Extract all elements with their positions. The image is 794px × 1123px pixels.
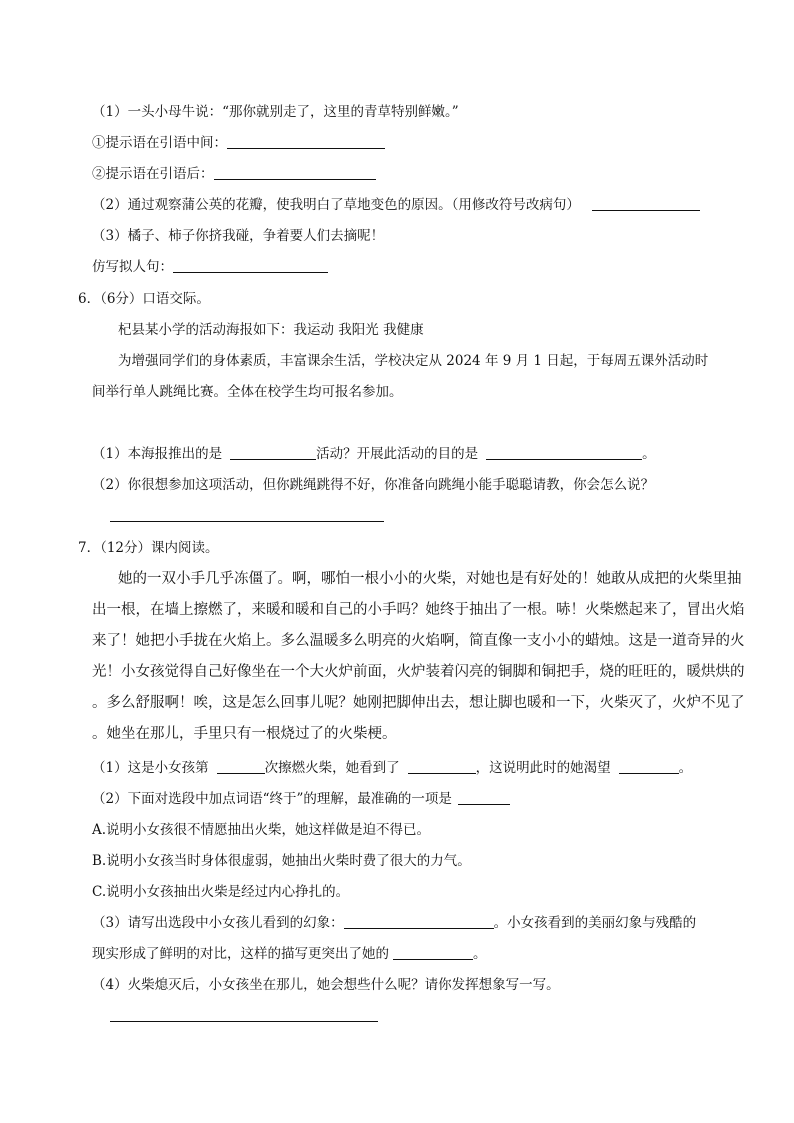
answer-blank[interactable] [458, 790, 510, 805]
q6-q1-text-c: 。 [642, 446, 656, 462]
q6-heading: 6．（6分）口语交际。 [78, 291, 210, 307]
answer-blank[interactable] [214, 165, 376, 180]
q7-q3-text-c: 现实形成了鲜明的对比，这样的描写更突出了她的 [92, 946, 389, 962]
q7-q1-text-c: ，这说明此时的她渴望 [475, 760, 611, 776]
q5-sentence-1-prompt-a [92, 133, 385, 153]
passage-line: 来了！她把小手拢在火焰上。多么温暖多么明亮的火焰啊，简直像一支小小的蜡烛。这是一道奇异的火 [92, 633, 745, 649]
q6-question-1 [92, 444, 656, 464]
q5-sentence-1-prompt-b [92, 164, 376, 184]
answer-blank[interactable] [230, 445, 316, 460]
answer-blank[interactable] [344, 914, 494, 929]
q5-imitate-label: 仿写拟人句： [92, 259, 173, 275]
q7-option-c: C.说明小女孩抽出火柴是经过内心挣扎的。 [92, 884, 350, 900]
q7-q3-text-b: 。小女孩看到的美丽幻象与残酷的 [493, 915, 697, 931]
q7-q1-text-b: 次擦燃火柴，她看到了 [264, 760, 400, 776]
q7-option-a: A.说明小女孩很不情愿抽出火柴，她这样做是迫不得已。 [92, 822, 431, 838]
q5-sentence-3-imitate [92, 257, 328, 277]
q6-answer-line [110, 506, 384, 526]
q7-q1-text-d: 。 [678, 760, 693, 776]
q5-prompt-a-label: ①提示语在引语中间： [92, 135, 227, 151]
q7-question-3-cont [92, 944, 487, 964]
passage-line: 。她坐在那儿，手里只有一根烧过了的火柴梗。 [92, 726, 397, 742]
passage-line: 光！小女孩觉得自己好像坐在一个大火炉前面，火炉装着闪亮的铜脚和铜把手，烧的旺旺的，暖烘烘的 [92, 664, 745, 680]
answer-blank[interactable] [486, 445, 642, 460]
passage-line: 出一根，在墙上擦燃了，来暖和暖和自己的小手吗？她终于抽出了一根。哧！火柴燃起来了，冒出火焰 [92, 602, 745, 618]
q7-answer-line [110, 1006, 378, 1026]
answer-blank[interactable] [592, 196, 700, 211]
passage-line: 。多么舒服啊！唉，这是怎么回事儿呢？她刚把脚伸出去，想让脚也暖和一下，火柴灭了，火炉不见了 [92, 695, 745, 711]
answer-blank[interactable] [227, 134, 385, 149]
q6-q1-text-a: （1）本海报推出的是 [92, 446, 223, 462]
answer-blank[interactable] [110, 1007, 378, 1022]
q7-q2-text: （2）下面对选段中加点词语“终于”的理解，最准确的一项是 [92, 791, 452, 807]
q5-sentence-2-text: （2）通过观察蒲公英的花瓣，使我明白了草地变色的原因。（用修改符号改病句） [92, 197, 580, 213]
answer-blank[interactable] [408, 759, 476, 774]
q6-poster-title: 杞县某小学的活动海报如下：我运动 我阳光 我健康 [118, 322, 424, 338]
q7-q3-text-d: 。 [473, 946, 487, 962]
q6-poster-text-2: 间举行单人跳绳比赛。全体在校学生均可报名参加。 [92, 384, 403, 400]
q6-poster-text-1: 为增强同学们的身体素质，丰富课余生活，学校决定从 2024 年 9 月 1 日起，于每周五课外活动时 [118, 353, 709, 369]
q5-prompt-b-label: ②提示语在引语后： [92, 166, 214, 182]
q6-q1-text-b: 活动？开展此活动的目的是 [316, 446, 479, 462]
answer-blank[interactable] [217, 759, 265, 774]
answer-blank[interactable] [393, 945, 473, 960]
q6-question-2: （2）你很想参加这项活动，但你跳绳跳得不好，你准备向跳绳小能手聪聪请教，你会怎么说？ [92, 477, 655, 493]
q5-sentence-1: （1）一头小母牛说：“那你就别走了，这里的青草特别鲜嫩。” [92, 104, 459, 120]
answer-blank[interactable] [173, 258, 328, 273]
q7-question-3 [92, 913, 696, 933]
answer-blank[interactable] [110, 507, 384, 522]
q7-question-4: （4）火柴熄灭后，小女孩坐在那儿，她会想些什么呢？请你发挥想象写一写。 [92, 977, 560, 993]
q7-option-b: B.说明小女孩当时身体很虚弱，她抽出火柴时费了很大的力气。 [92, 853, 471, 869]
q7-heading: 7．（12分）课内阅读。 [78, 540, 219, 556]
q7-q1-text-a: （1）这是小女孩第 [92, 760, 209, 776]
q5-sentence-2 [92, 195, 700, 215]
q7-q3-text-a: （3）请写出选段中小女孩儿看到的幻象： [92, 915, 344, 931]
q7-question-2 [92, 789, 510, 809]
passage-line: 她的一双小手几乎冻僵了。啊，哪怕一根小小的火柴，对她也是有好处的！她敢从成把的火柴里抽 [118, 571, 742, 587]
q5-sentence-3: （3）橘子、柿子你挤我碰，争着要人们去摘呢！ [92, 228, 385, 244]
q7-question-1 [92, 758, 692, 778]
answer-blank[interactable] [619, 759, 679, 774]
